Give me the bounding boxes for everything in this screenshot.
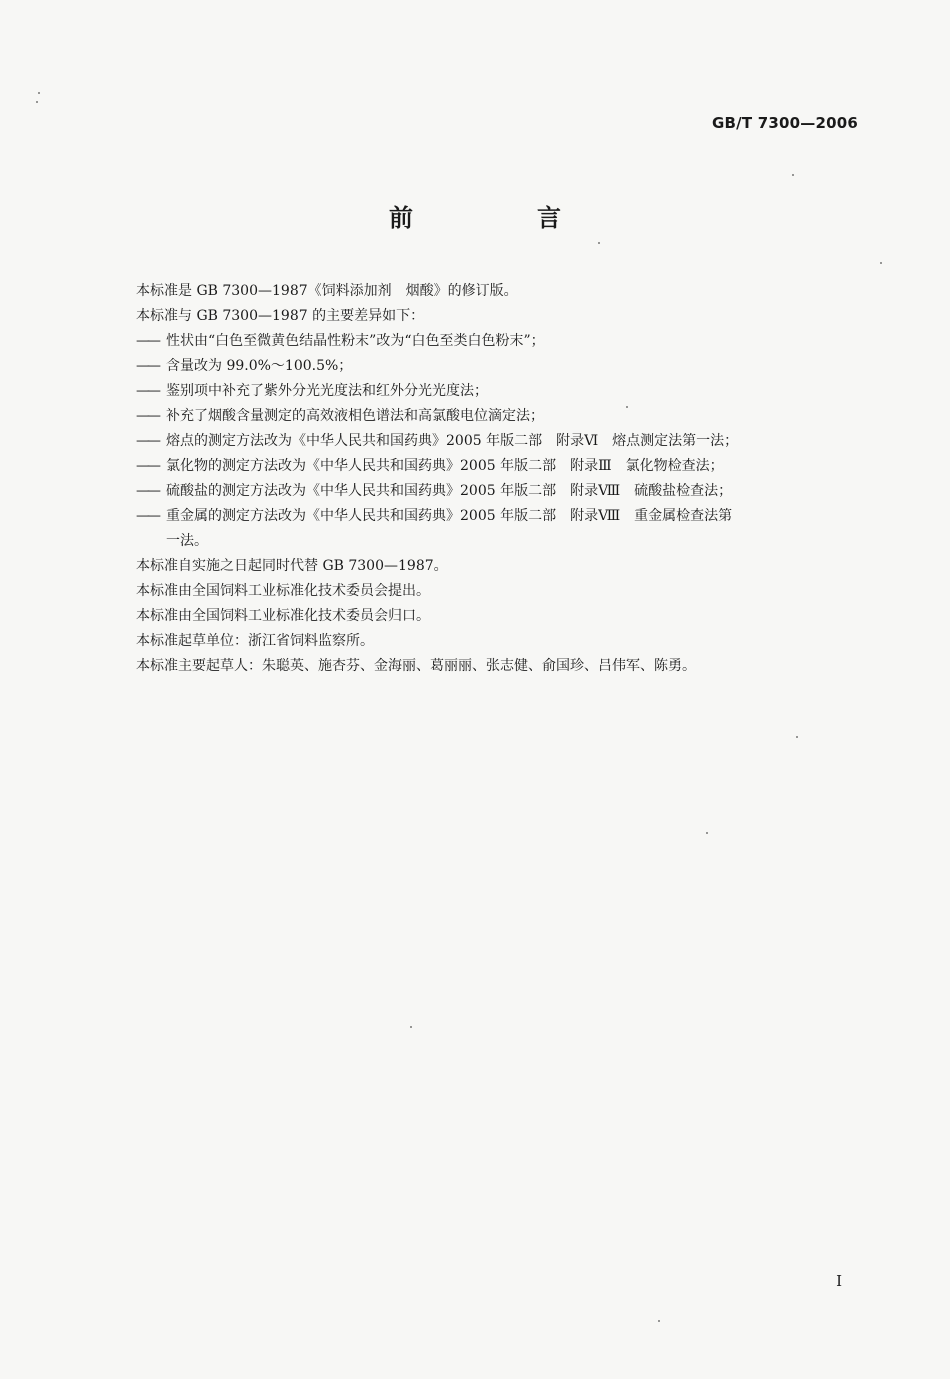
- list-item-continuation: [136, 529, 861, 554]
- scan-speck: [796, 736, 798, 738]
- scan-speck: [792, 174, 794, 176]
- scan-speck: [658, 1320, 660, 1322]
- list-dash: ——: [136, 333, 158, 349]
- list-dash: ——: [136, 433, 158, 449]
- standard-code: GB/T 7300—2006: [712, 114, 858, 132]
- scan-speck: [626, 406, 628, 408]
- list-item: [136, 354, 861, 379]
- list-dash: ——: [136, 408, 158, 424]
- list-dash: ——: [136, 383, 158, 399]
- paragraph-drafters: 本标准主要起草人：朱聪英、施杏芬、金海丽、葛丽丽、张志健、俞国珍、吕伟军、陈勇。: [136, 658, 696, 674]
- list-item-text: 鉴别项中补充了紫外分光光度法和红外分光光度法；: [166, 383, 488, 399]
- scan-speck: [36, 101, 38, 103]
- scan-speck: [598, 242, 600, 244]
- list-item-text: 氯化物的测定方法改为《中华人民共和国药典》2005 年版二部 附录Ⅲ 氯化物检查法；: [166, 458, 724, 474]
- list-item-text: 性状由“白色至微黄色结晶性粉末”改为“白色至类白色粉末”；: [166, 333, 545, 349]
- paragraph-replace: 本标准自实施之日起同时代替 GB 7300—1987。: [136, 558, 448, 574]
- list-dash: ——: [136, 458, 158, 474]
- page-number: I: [836, 1272, 842, 1290]
- list-item: [136, 479, 861, 504]
- paragraph-intro: 本标准是 GB 7300—1987《饲料添加剂 烟酸》的修订版。: [136, 283, 518, 299]
- list-item-text: 含量改为 99.0%～100.5%；: [166, 358, 353, 374]
- list-item: [136, 379, 861, 404]
- list-dash: ——: [136, 483, 158, 499]
- list-item-text: 硫酸盐的测定方法改为《中华人民共和国药典》2005 年版二部 附录Ⅷ 硫酸盐检查法；: [166, 483, 733, 499]
- scan-speck: [706, 832, 708, 834]
- list-item: [136, 504, 861, 529]
- list-item: [136, 429, 861, 454]
- list-item-text: 重金属的测定方法改为《中华人民共和国药典》2005 年版二部 附录Ⅷ 重金属检查法第: [166, 508, 733, 524]
- foreword-body: [136, 279, 861, 679]
- list-item: [136, 404, 861, 429]
- paragraph-managed: 本标准由全国饲料工业标准化技术委员会归口。: [136, 608, 430, 624]
- paragraph-drafting-unit: 本标准起草单位：浙江省饲料监察所。: [136, 633, 374, 649]
- list-item: [136, 454, 861, 479]
- list-item-text: 熔点的测定方法改为《中华人民共和国药典》2005 年版二部 附录Ⅵ 熔点测定法第一法；: [166, 433, 739, 449]
- scan-speck: [38, 92, 40, 94]
- paragraph-diff-lead: 本标准与 GB 7300—1987 的主要差异如下：: [136, 308, 425, 324]
- list-dash: ——: [136, 358, 158, 374]
- list-item-text: 一法。: [166, 533, 208, 549]
- paragraph-proposed: 本标准由全国饲料工业标准化技术委员会提出。: [136, 583, 430, 599]
- scan-speck: [410, 1026, 412, 1028]
- list-dash: ——: [136, 508, 158, 524]
- list-item: [136, 329, 861, 354]
- scan-speck: [880, 262, 882, 264]
- list-item-text: 补充了烟酸含量测定的高效液相色谱法和高氯酸电位滴定法；: [166, 408, 544, 424]
- page-title: 前 言: [389, 204, 611, 232]
